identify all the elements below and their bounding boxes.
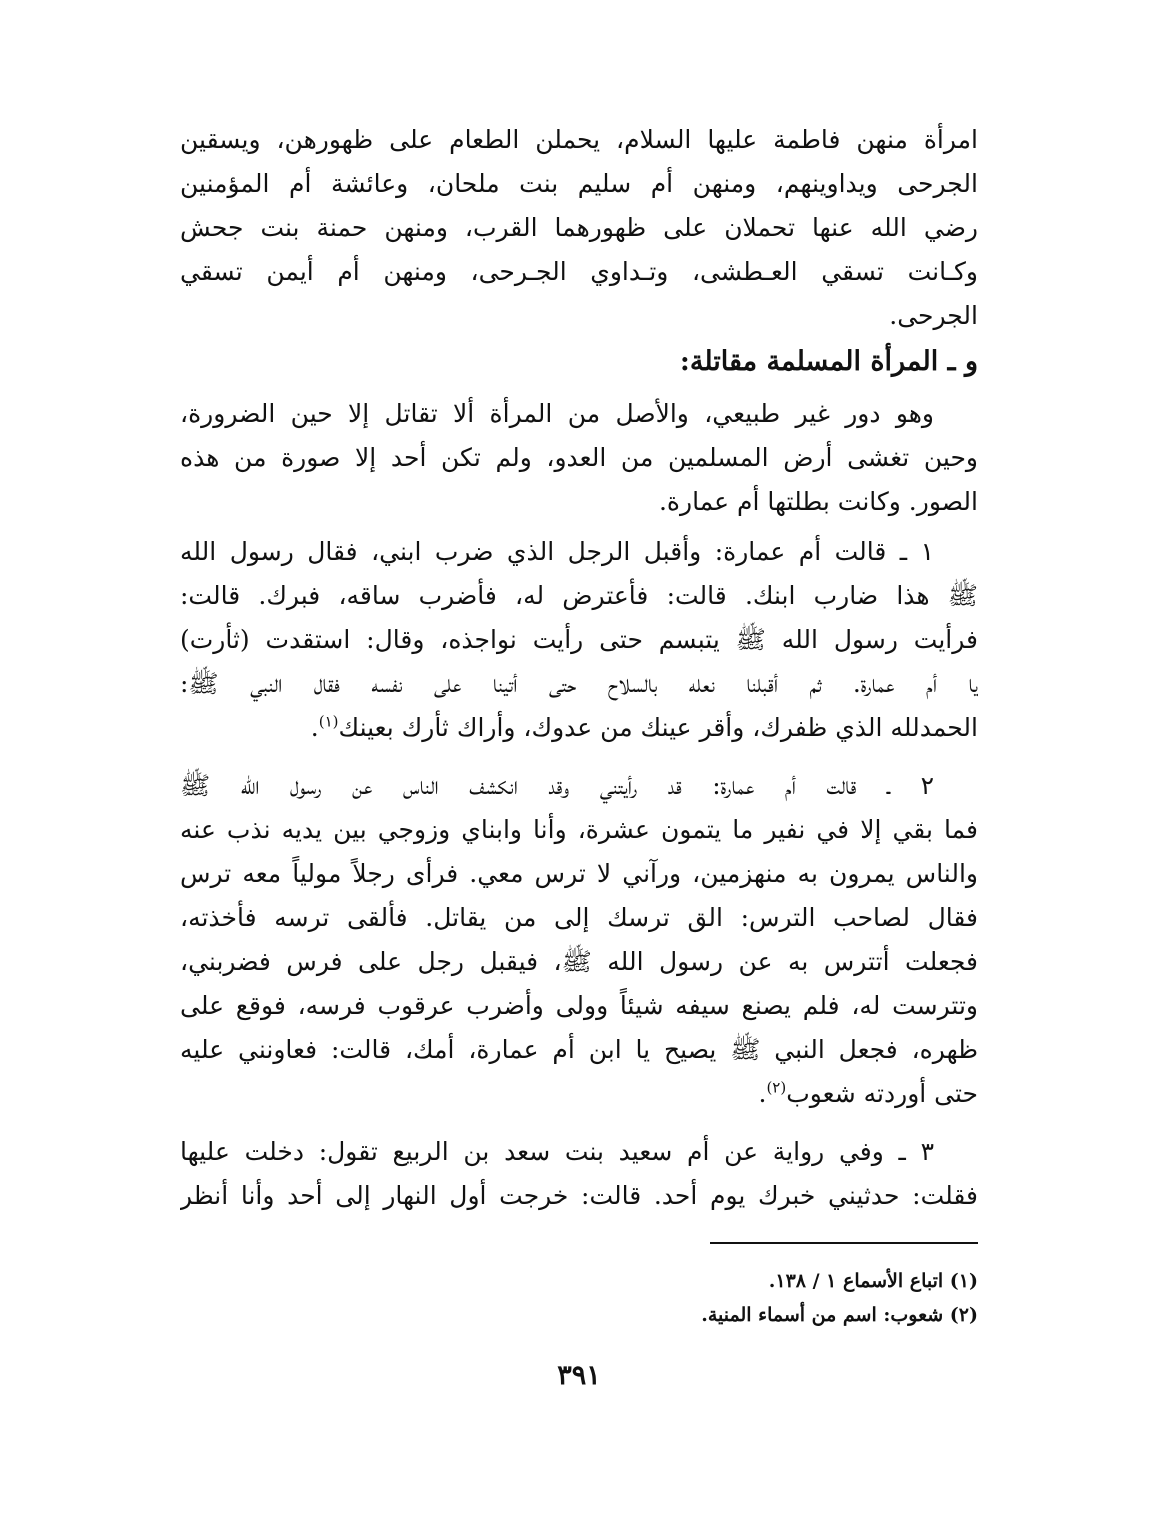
text-line: فقال لصاحب الترس: الق ترسك إلى من يقاتل. فألقى ترسه فأخذته، — [180, 903, 978, 932]
text-line: والناس يمرون به منهزمين، ورآني لا ترس معي. فرأى رجلاً مولياً معه ترس — [180, 859, 978, 888]
narration-2-paragraph — [180, 764, 978, 1116]
text-line: ٣ ـ وفي رواية عن أم سعيد بنت سعد بن الربيع تقول: دخلت عليها — [180, 1137, 934, 1166]
line-text: الحمدلله الذي ظفرك، وأقر عينك من عدوك، وأراك ثأرك بعينك — [338, 713, 978, 742]
text-line: فما بقي إلا في نفير ما يتمون عشرة، وأنا وابناي وزوجي بين يديه نذب عنه — [180, 815, 978, 844]
text-line: وكـانت تسقي العـطشى، وتـداوي الجـرحى، ومنهن أم أيمن تسقي — [180, 257, 978, 286]
spacer — [180, 750, 978, 764]
footnote-2: (٢) شعوب: اسم من أسماء المنية. — [701, 1304, 978, 1326]
text-line-with-ref — [180, 1072, 978, 1116]
text-line: وحين تغشى أرض المسلمين من العدو، ولم تكن أحد إلا صورة من هذه — [180, 443, 978, 472]
text-line: ١ ـ قالت أم عمارة: وأقبل الرجل الذي ضرب ابني، فقال رسول الله — [180, 537, 934, 566]
section-intro-paragraph — [180, 392, 978, 524]
section-heading: و ـ المرأة المسلمة مقاتلة: — [679, 346, 978, 377]
text-line: فقلت: حدثيني خبرك يوم أحد. قالت: خرجت أول النهار إلى أحد وأنا أنظر — [180, 1181, 978, 1210]
text-line: امرأة منهن فاطمة عليها السلام، يحملن الطعام على ظهورهن، ويسقين — [180, 125, 978, 154]
spacer — [180, 1116, 978, 1130]
footnotes — [180, 1264, 978, 1332]
text-line: فجعلت أتترس به عن رسول الله ﷺ، فيقبل رجل على فرس فضربني، — [180, 947, 978, 976]
text-line-with-ref — [180, 706, 978, 750]
footnote-1: (١) اتباع الأسماع ١ / ١٣٨. — [768, 1270, 978, 1292]
text-line: ظهره، فجعل النبي ﷺ يصيح يا ابن أم عمارة، أمك، قالت: فعاونني عليه — [180, 1035, 978, 1064]
narration-3-paragraph — [180, 1130, 978, 1218]
text-line: يا أم عمارة. ثم أقبلنا نعله بالسلاح حتى أتينا على نفسه فقال النبي ﷺ: — [180, 669, 978, 698]
intro-paragraph — [180, 118, 978, 338]
text-line: ٢ ـ قالت أم عمارة: قد رأيتني وقد انكشف الناس عن رسول الله ﷺ — [180, 771, 934, 800]
text-line: الجرحى ويداوينهم، ومنهن أم سليم بنت ملحان، وعائشة أم المؤمنين — [180, 169, 978, 198]
text-line: فرأيت رسول الله ﷺ يتبسم حتى رأيت نواجذه، وقال: استقدت (ثأرت) — [180, 625, 978, 654]
text-line: الصور. وكانت بطلتها أم عمارة. — [658, 487, 978, 516]
line-end: . — [758, 1079, 767, 1108]
footnote-divider — [710, 1242, 978, 1244]
text-line: وهو دور غير طبيعي، والأصل من المرأة ألا تقاتل إلا حين الضرورة، — [180, 399, 934, 428]
text-line: الجرحى. — [889, 301, 978, 330]
narration-1-paragraph — [180, 530, 978, 750]
text-line: وتترست له، فلم يصنع سيفه شيئاً وولى وأضرب عرقوب فرسه، فوقع على — [180, 991, 978, 1020]
page-number: ٣٩١ — [557, 1360, 601, 1391]
footnote-ref-2: (٢) — [766, 1078, 787, 1097]
text-line: ﷺ هذا ضارب ابنك. قالت: فأعترض له، فأضرب ساقه، فبرك. قالت: — [180, 581, 978, 610]
book-page — [180, 118, 978, 1508]
line-text: حتى أوردته شعوب — [786, 1079, 978, 1108]
line-end: . — [310, 713, 319, 742]
footnote-ref-1: (١) — [318, 712, 339, 731]
text-line: رضي الله عنها تحملان على ظهورهما القرب، ومنهن حمنة بنت جحش — [180, 213, 978, 242]
